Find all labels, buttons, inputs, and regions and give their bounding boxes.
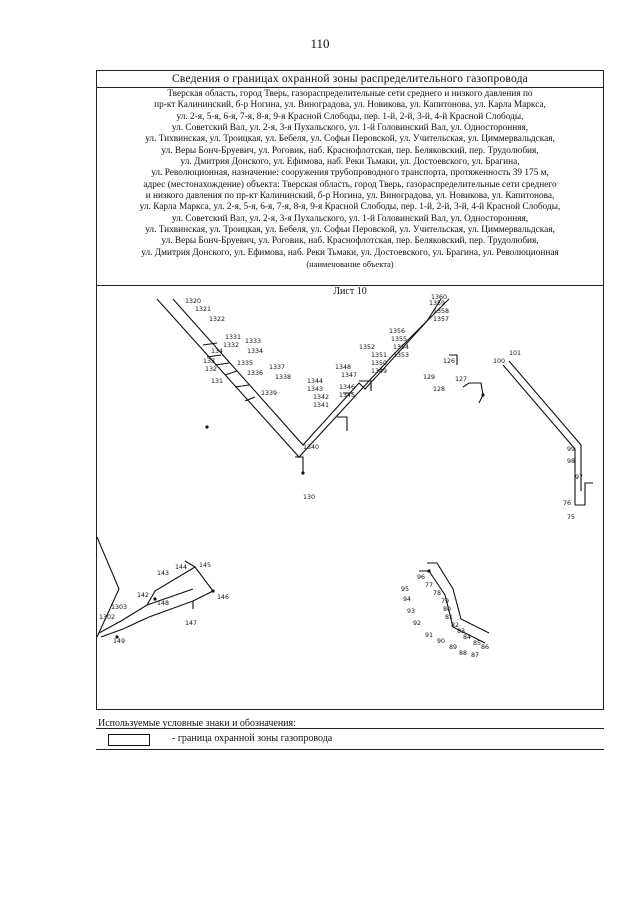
- point-label: 1354: [393, 344, 410, 351]
- point-label: 147: [185, 620, 198, 627]
- point-label: 100: [493, 358, 506, 365]
- object-caption: (наименование объекта): [306, 259, 394, 270]
- boundary-point: [481, 393, 484, 396]
- point-label: 101: [509, 350, 522, 357]
- point-label: 86: [481, 644, 490, 651]
- document-title: Сведения о границах охранной зоны распределительного газопровода: [97, 71, 603, 88]
- point-label: 134: [211, 348, 224, 355]
- point-label: 1341: [313, 402, 330, 409]
- point-label: 1348: [335, 364, 352, 371]
- point-label: 82: [451, 622, 460, 629]
- description-line: ул. Тихвинская, ул. Троицкая, ул. Бебеля, ул. Софьи Перовской, ул. Учительская, ул. Циммервальдская,: [145, 134, 555, 145]
- description-line: ул. 2-я, 5-я, 6-я, 7-я, 8-я, 9-я Красной Слободы, пер. 1-й, 2-й, 3-й, 4-й Красной Слободы,: [176, 111, 524, 122]
- description-line: пр-кт Калининский, б-р Ногина, ул. Виноградова, ул. Новикова, ул. Капитонова, ул. Карла Маркса,: [154, 100, 546, 111]
- point-label: 1359: [429, 300, 446, 307]
- boundary-line: [503, 365, 575, 505]
- point-label: 126: [443, 358, 456, 365]
- boundary-line: [575, 483, 593, 505]
- point-label: 1303: [111, 604, 128, 611]
- point-label: 130: [303, 494, 316, 501]
- point-label: 93: [407, 608, 416, 615]
- point-label: 81: [445, 614, 454, 621]
- point-label: 1339: [261, 390, 278, 397]
- point-label: 87: [471, 652, 480, 659]
- point-label: 129: [423, 374, 436, 381]
- point-label: 132: [205, 366, 218, 373]
- point-label: 1320: [185, 298, 202, 305]
- point-label: 99: [567, 446, 576, 453]
- point-label: 149: [113, 638, 126, 645]
- point-label: 95: [401, 586, 410, 593]
- boundary-line: [509, 361, 584, 491]
- point-label: 131: [211, 378, 224, 385]
- point-label: 1353: [393, 352, 410, 359]
- boundary-point: [427, 569, 430, 572]
- point-label: 79: [441, 598, 450, 605]
- point-label: 1342: [313, 394, 330, 401]
- boundary-line: [97, 537, 119, 637]
- description-line: и низкого давления по пр-кт Калининский, б-р Ногина, ул. Виноградова, ул. Новикова, ул. Капитонова,: [145, 191, 555, 202]
- point-label: 128: [433, 386, 446, 393]
- description-line: ул. Дмитрия Донского, ул. Ефимова, наб. Реки Тьмаки, ул. Достоевского, ул. Брагина, ул. Революционная: [141, 247, 559, 258]
- point-label: 1333: [245, 338, 262, 345]
- point-label: 76: [563, 500, 572, 507]
- point-label: 146: [217, 594, 230, 601]
- point-label: 1357: [433, 316, 450, 323]
- boundary-line: [157, 299, 449, 457]
- point-label: 89: [449, 644, 458, 651]
- point-label: 96: [417, 574, 426, 581]
- point-label: 88: [459, 650, 468, 657]
- point-label: 78: [433, 590, 442, 597]
- point-label: 91: [425, 632, 434, 639]
- point-label: 75: [567, 514, 576, 521]
- description-line: ул. Революционная, назначение: сооружения трубопроводного транспорта, протяженность 39 175 м,: [151, 168, 549, 179]
- point-label: 77: [425, 582, 434, 589]
- object-description: [103, 89, 597, 271]
- page-number: 110: [310, 36, 330, 51]
- point-label: 85: [473, 640, 482, 647]
- description-line: ул. Дмитрия Донского, ул. Ефимова, наб. Реки Тьмаки, ул. Достоевского, ул. Брагина,: [180, 157, 520, 168]
- point-label: 1331: [225, 334, 242, 341]
- point-label: 1351: [371, 352, 388, 359]
- point-label: 1334: [247, 348, 264, 355]
- point-label: 90: [437, 638, 446, 645]
- point-label: 1349: [371, 368, 388, 375]
- point-label: 127: [455, 376, 468, 383]
- boundary-map: [97, 294, 603, 709]
- point-label: 1350: [371, 360, 388, 367]
- legend-row: [96, 728, 604, 750]
- point-label: 1355: [391, 336, 408, 343]
- point-label: 97: [575, 474, 584, 481]
- document-frame: [96, 70, 604, 710]
- boundary-point: [301, 471, 304, 474]
- point-label: 143: [157, 570, 170, 577]
- boundary-line: [295, 457, 303, 473]
- point-label: 83: [457, 628, 466, 635]
- description-line: ул. Советский Вал, ул. 2-я, 3-я Пухальского, ул. 1-й Головинский Вал, ул. Односторонняя,: [171, 213, 529, 224]
- point-label: 1360: [431, 294, 448, 301]
- point-label: 1322: [209, 316, 226, 323]
- point-label: 1346: [339, 384, 356, 391]
- point-label: 1338: [275, 374, 292, 381]
- point-label: 142: [137, 592, 150, 599]
- description-line: ул. Карла Маркса, ул. 2-я, 5-я, 6-я, 7-я, 8-я, 9-я Красной Слободы, пер. 1-й, 2-й, 3-й, 4-й Красной Слободы,: [139, 202, 561, 213]
- point-label: 1347: [341, 372, 358, 379]
- description-line: ул. Советский Вал, ул. 2-я, 3-я Пухальского, ул. 1-й Головинский Вал, ул. Односторонняя,: [171, 123, 529, 134]
- legend-title: Используемые условные знаки и обозначения:: [98, 718, 296, 729]
- description-line: ул. Веры Бонч-Бруевич, ул. Роговик, наб. Краснофлотская, пер. Беляковский, пер. Трудолюбия,: [161, 145, 539, 156]
- point-label: 133: [203, 358, 216, 365]
- description-line: Тверская область, город Тверь, газораспределительные сети среднего и низкого давления по: [167, 89, 533, 99]
- point-label: 1302: [99, 614, 116, 621]
- boundary-point: [205, 425, 208, 428]
- boundary-swatch-icon: [108, 734, 150, 746]
- description-line: ул. Тихвинская, ул. Троицкая, ул. Бебеля, ул. Софьи Перовской, ул. Учительская, ул. Циммервальдская,: [145, 225, 555, 236]
- legend-item-label: - граница охранной зоны газопровода: [172, 733, 333, 744]
- point-label: 1358: [433, 308, 450, 315]
- description-line: адрес (местонахождение) объекта: Тверская область, город Тверь, газораспределительные сети среднего: [143, 179, 557, 190]
- point-label: 98: [567, 458, 576, 465]
- point-label: 1340: [303, 444, 320, 451]
- point-label: 1345: [339, 392, 356, 399]
- boundary-point: [211, 589, 214, 592]
- point-label: 1344: [307, 378, 324, 385]
- point-label: 1356: [389, 328, 406, 335]
- point-label: 144: [175, 564, 188, 571]
- point-label: 84: [463, 634, 472, 641]
- point-label: 1336: [247, 370, 264, 377]
- point-label: 145: [199, 562, 212, 569]
- point-label: 92: [413, 620, 422, 627]
- point-label: 1332: [223, 342, 240, 349]
- description-line: ул. Веры Бонч-Бруевич, ул. Роговик, наб. Краснофлотская, пер. Беляковский, пер. Трудолюбия,: [161, 236, 539, 247]
- point-label: 1337: [269, 364, 286, 371]
- point-label: 1352: [359, 344, 376, 351]
- point-label: 1343: [307, 386, 324, 393]
- point-label: 80: [443, 606, 452, 613]
- point-label: 1321: [195, 306, 212, 313]
- point-label: 94: [403, 596, 412, 603]
- point-label: 148: [157, 600, 170, 607]
- point-label: 1335: [237, 360, 254, 367]
- sheet-label: Лист 10: [333, 286, 367, 297]
